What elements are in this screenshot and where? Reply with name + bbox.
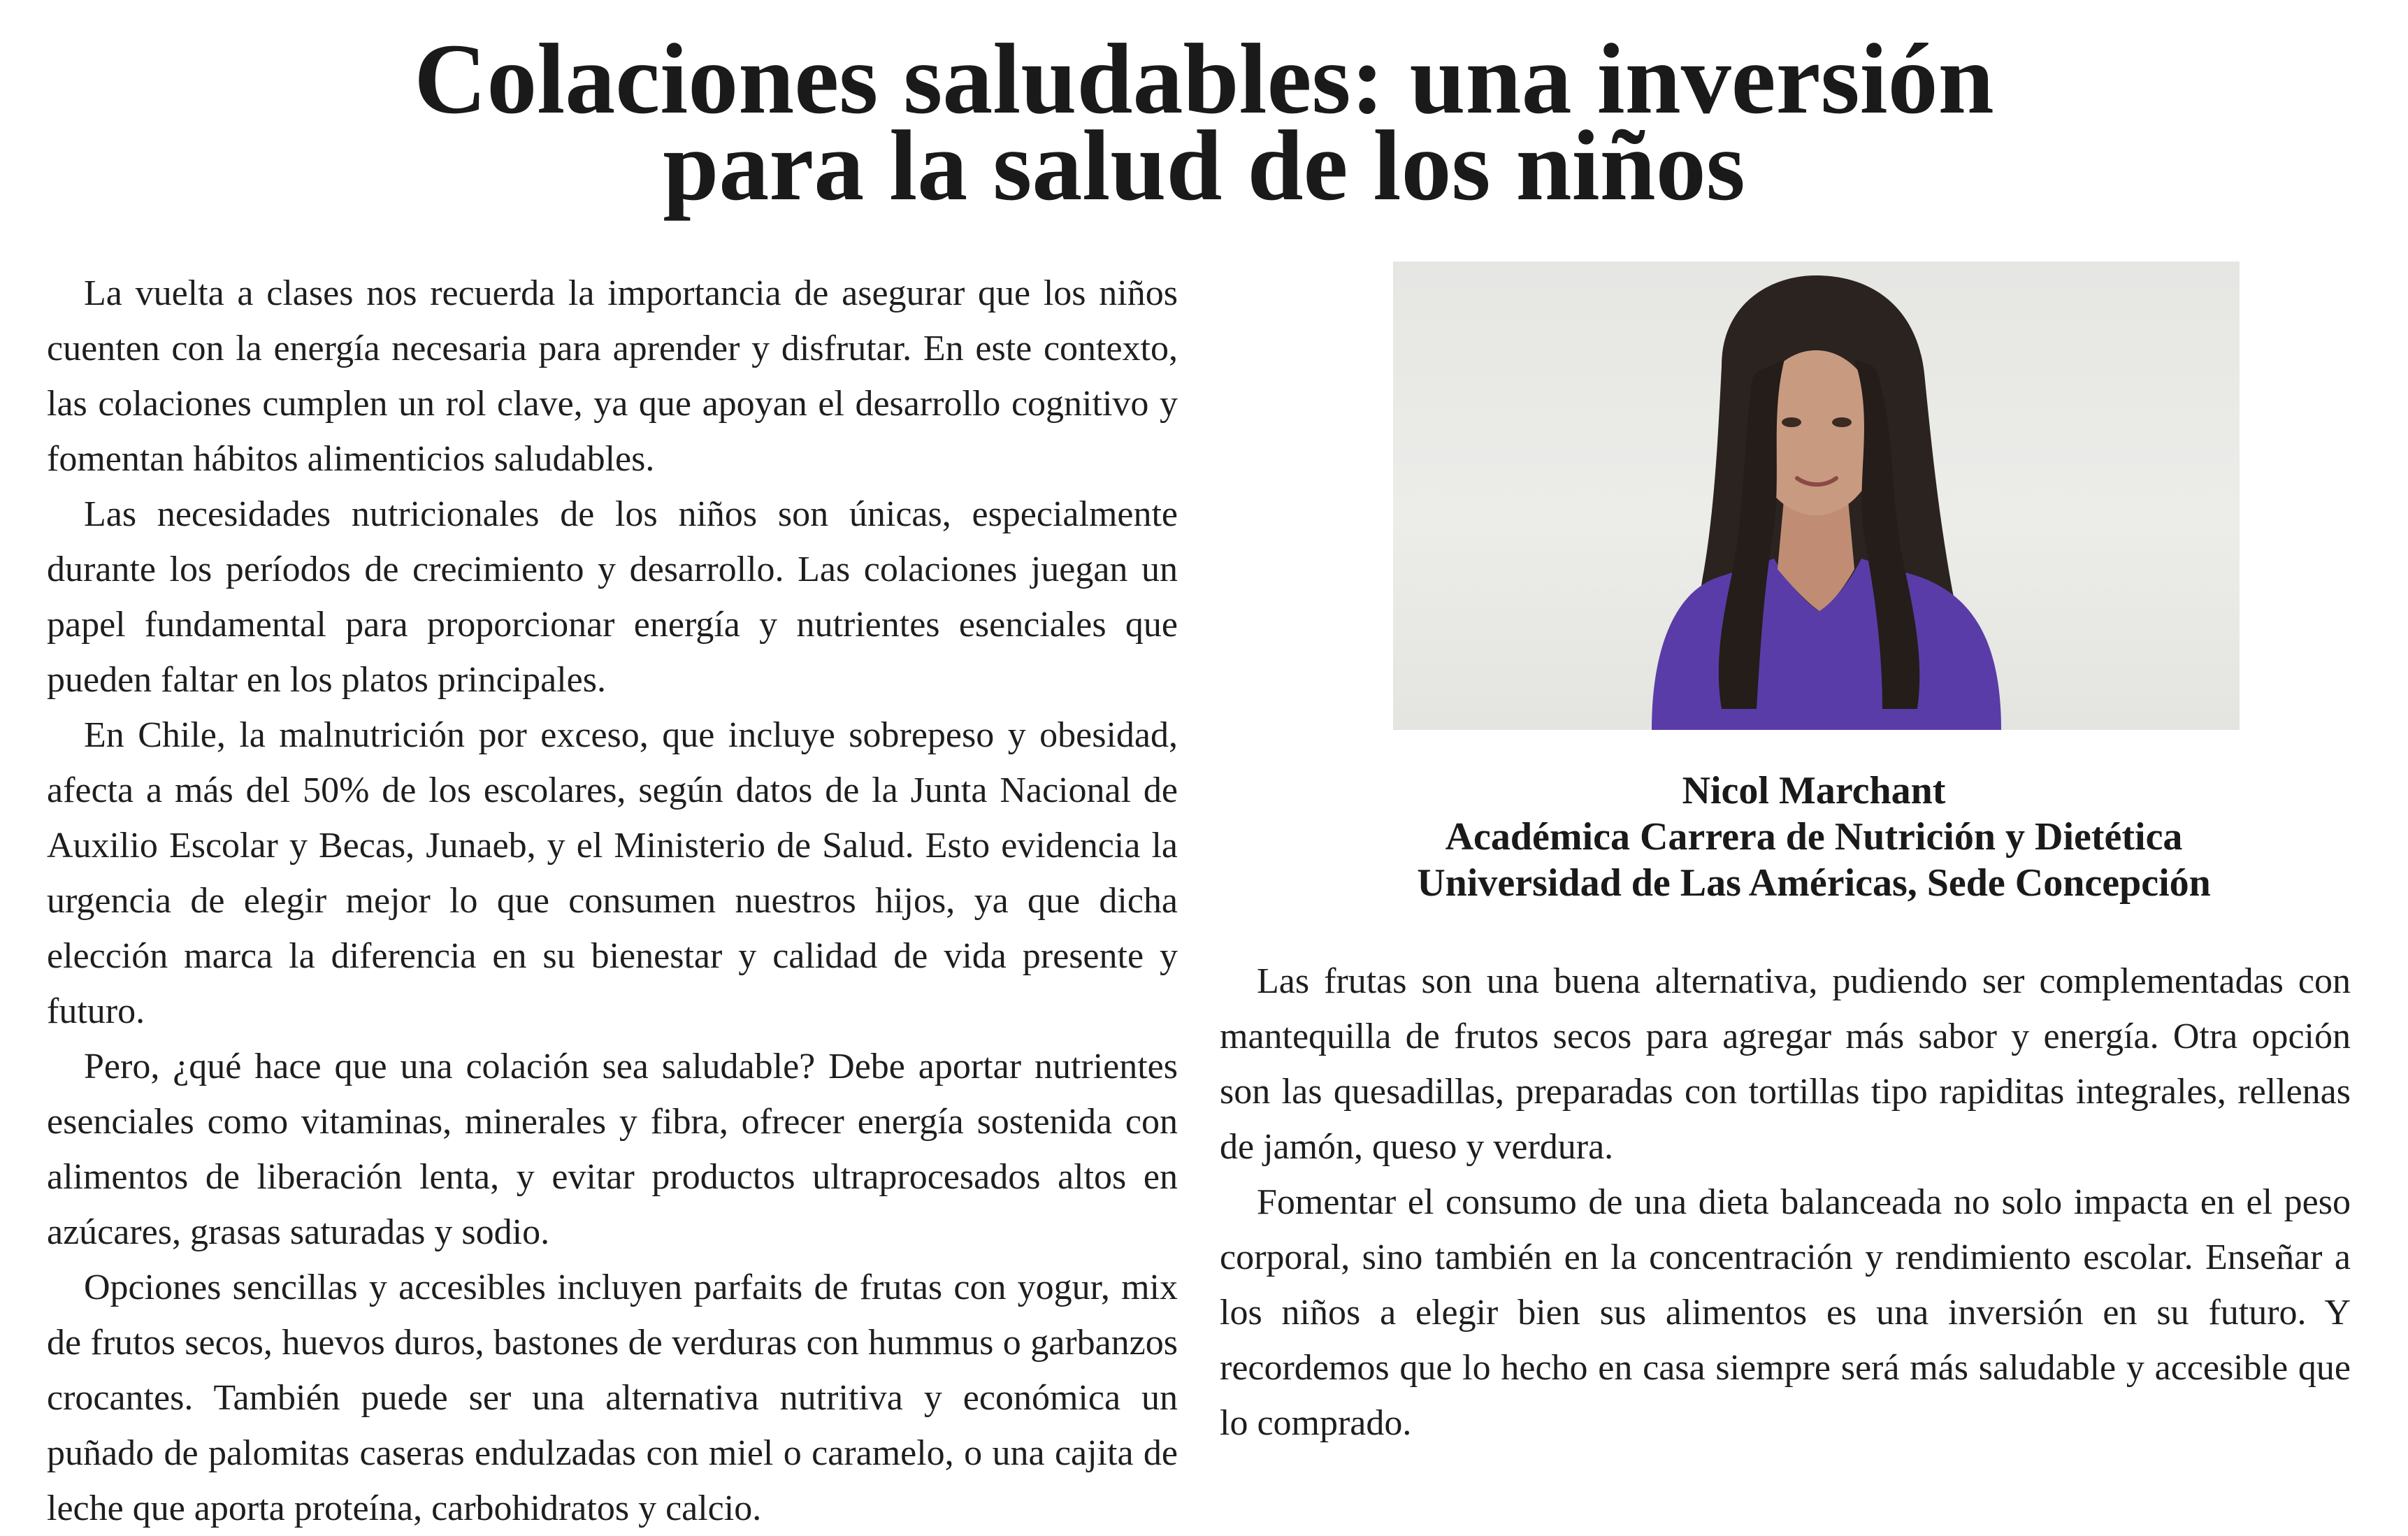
- author-caption: [1220, 768, 2408, 906]
- body-paragraph: En Chile, la malnutrición por exceso, que incluye sobrepeso y obesidad, afecta a más del 50% de los escolares, según datos de la Junta Nacional de Auxilio Escolar y Becas, Junaeb, y el Ministerio de Salud. Esto evidencia la urgencia de elegir mejor lo que consumen nuestros hijos, ya que dicha elección marca la diferencia en su bienestar y calidad de vida presente y futuro.: [47, 715, 1178, 1031]
- article-title-line-1: Colaciones saludables: una inversión: [414, 24, 1994, 135]
- author-name: Nicol Marchant: [1682, 769, 1946, 812]
- body-paragraph: Las frutas son una buena alternativa, pudiendo ser complementadas con mantequilla de frutos secos para agregar más sabor y energía. Otra opción son las quesadillas, preparadas con tortillas tipo rapiditas integrales, rellenas de jamón, queso y verdura.: [1220, 961, 2351, 1167]
- right-column: [1220, 954, 2351, 1451]
- body-paragraph: Opciones sencillas y accesibles incluyen parfaits de frutas con yogur, mix de frutos secos, huevos duros, bastones de verduras con hummus o garbanzos crocantes. También puede ser una alternativa nutritiva y económica un puñado de palomitas caseras endulzadas con miel o caramelo, o una cajita de leche que aporta proteína, carbohidratos y calcio.: [47, 1268, 1178, 1528]
- article-title-line-2: para la salud de los niños: [663, 110, 1745, 222]
- author-role: Académica Carrera de Nutrición y Dietética: [1445, 815, 2183, 859]
- eye-left: [1782, 417, 1801, 427]
- author-institution: Universidad de Las Américas, Sede Concepción: [1417, 861, 2211, 905]
- eye-right: [1832, 417, 1852, 427]
- portrait-illustration: [1393, 261, 2240, 730]
- body-paragraph: Fomentar el consumo de una dieta balanceada no solo impacta en el peso corporal, sino también en la concentración y rendimiento escolar. Enseñar a los niños a elegir bien sus alimentos es una inversión en su futuro. Y recordemos que lo hecho en casa siempre será más saludable y accesible que lo comprado.: [1220, 1182, 2351, 1443]
- author-portrait-photo: [1393, 261, 2240, 730]
- body-paragraph: La vuelta a clases nos recuerda la importancia de asegurar que los niños cuenten con la energía necesaria para aprender y disfrutar. En este contexto, las colaciones cumplen un rol clave, ya que apoyan el desarrollo cognitivo y fomentan hábitos alimenticios saludables.: [47, 273, 1178, 479]
- article-title: [0, 24, 2408, 222]
- body-paragraph: Pero, ¿qué hace que una colación sea saludable? Debe aportar nutrientes esenciales como vitaminas, minerales y fibra, ofrecer energía sostenida con alimentos de liberación lenta, y evitar productos ultraprocesados altos en azúcares, grasas saturadas y sodio.: [47, 1047, 1178, 1252]
- left-column: [47, 266, 1178, 1536]
- body-paragraph: Las necesidades nutricionales de los niños son únicas, especialmente durante los períodos de crecimiento y desarrollo. Las colaciones juegan un papel fundamental para proporcionar energía y nutrientes esenciales que pueden faltar en los platos principales.: [47, 494, 1178, 700]
